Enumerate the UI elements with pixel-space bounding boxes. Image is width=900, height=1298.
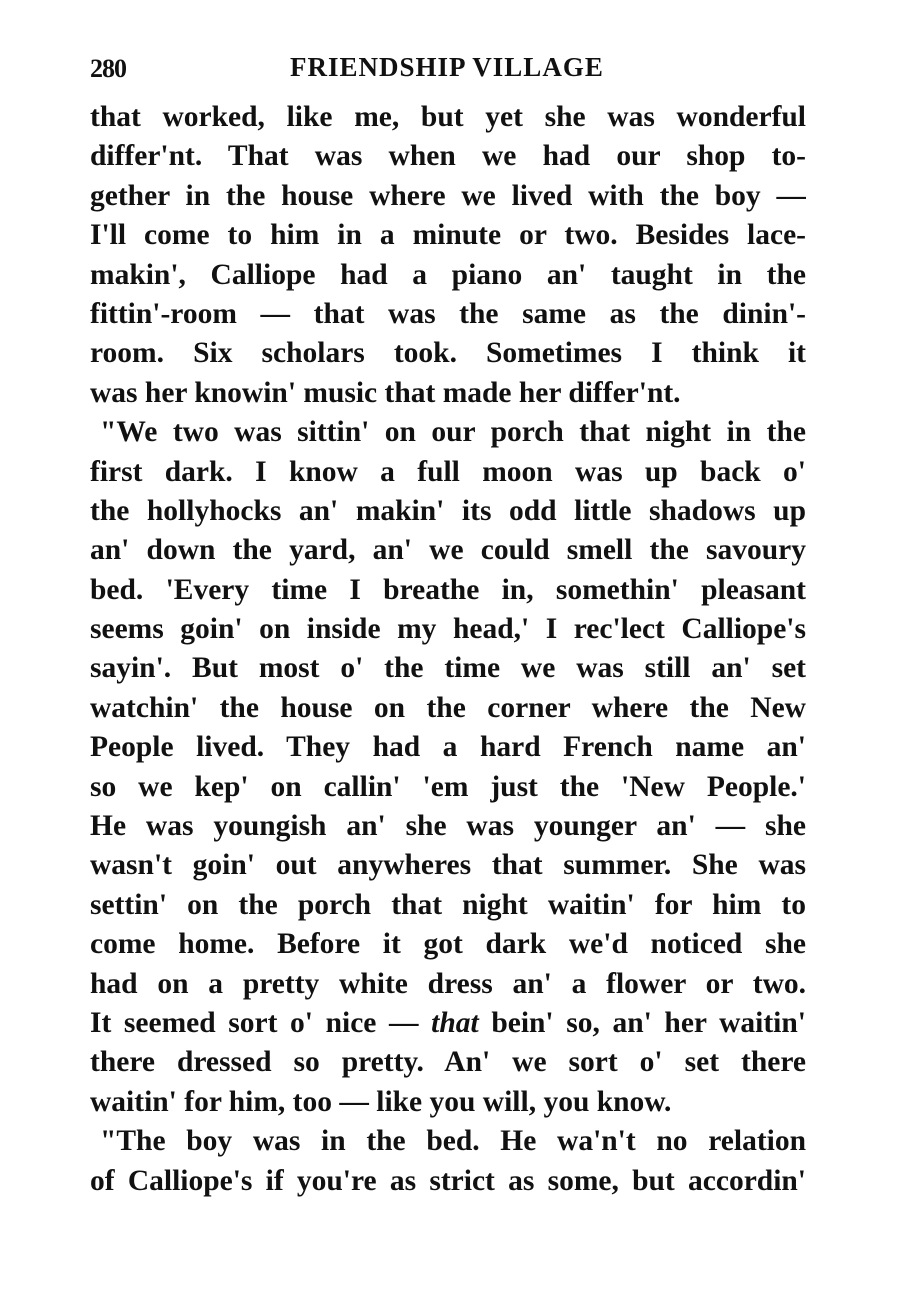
running-head (90, 48, 806, 88)
text-line: settin' on the porch that night waitin' for him to (90, 888, 806, 921)
body-text (90, 98, 806, 1201)
text-line: differ'nt. That was when we had our shop to- (90, 140, 806, 173)
text-line: gether in the house where we lived with the boy — (90, 179, 806, 212)
text-line: He was youngish an' she was younger an' — she (90, 810, 806, 843)
text-line: there dressed so pretty. An' we sort o' set there (90, 1046, 806, 1079)
text-line: People lived. They had a hard French name an' (90, 731, 806, 764)
text-line: so we kep' on callin' 'em just the 'New People.' (90, 770, 806, 803)
text-line: bed. 'Every time I breathe in, somethin' pleasant (90, 573, 806, 606)
text-line: room. Six scholars took. Sometimes I think it (90, 337, 806, 370)
book-page (90, 48, 806, 1201)
page-number: 280 (90, 54, 126, 83)
text-line: "We two was sittin' on our porch that night in the (100, 416, 806, 449)
text-line: wasn't goin' out anywheres that summer. She was (90, 849, 806, 882)
italic-word: that (431, 1006, 479, 1039)
text-line: come home. Before it got dark we'd noticed she (90, 928, 806, 961)
running-title: FRIENDSHIP VILLAGE (290, 52, 604, 82)
text-line: sayin'. But most o' the time we was still an' set (90, 652, 806, 685)
text-line: "The boy was in the bed. He wa'n't no relation (100, 1125, 806, 1158)
text-segment: bein' so, an' her waitin' (478, 1006, 806, 1039)
text-line: fittin'-room — that was the same as the dinin'- (90, 297, 806, 330)
text-line-with-italic (90, 1004, 806, 1043)
text-line: first dark. I know a full moon was up back o' (90, 455, 806, 488)
text-line: makin', Calliope had a piano an' taught in the (90, 258, 806, 291)
text-line: seems goin' on inside my head,' I rec'lect Calliope's (90, 613, 806, 646)
text-line: an' down the yard, an' we could smell the savoury (90, 534, 806, 567)
text-line: that worked, like me, but yet she was wonderful (90, 101, 806, 133)
text-line: watchin' the house on the corner where the New (90, 691, 806, 724)
text-line: had on a pretty white dress an' a flower or two. (90, 967, 806, 1000)
text-line: of Calliope's if you're as strict as some, but accordin' (90, 1164, 806, 1197)
text-segment: It seemed sort o' nice — (90, 1006, 432, 1039)
text-line: waitin' for him, too — like you will, you know. (90, 1085, 672, 1118)
text-line: I'll come to him in a minute or two. Besides lace- (90, 219, 806, 252)
text-line: was her knowin' music that made her differ'nt. (90, 376, 681, 409)
text-line: the hollyhocks an' makin' its odd little shadows up (90, 494, 806, 527)
